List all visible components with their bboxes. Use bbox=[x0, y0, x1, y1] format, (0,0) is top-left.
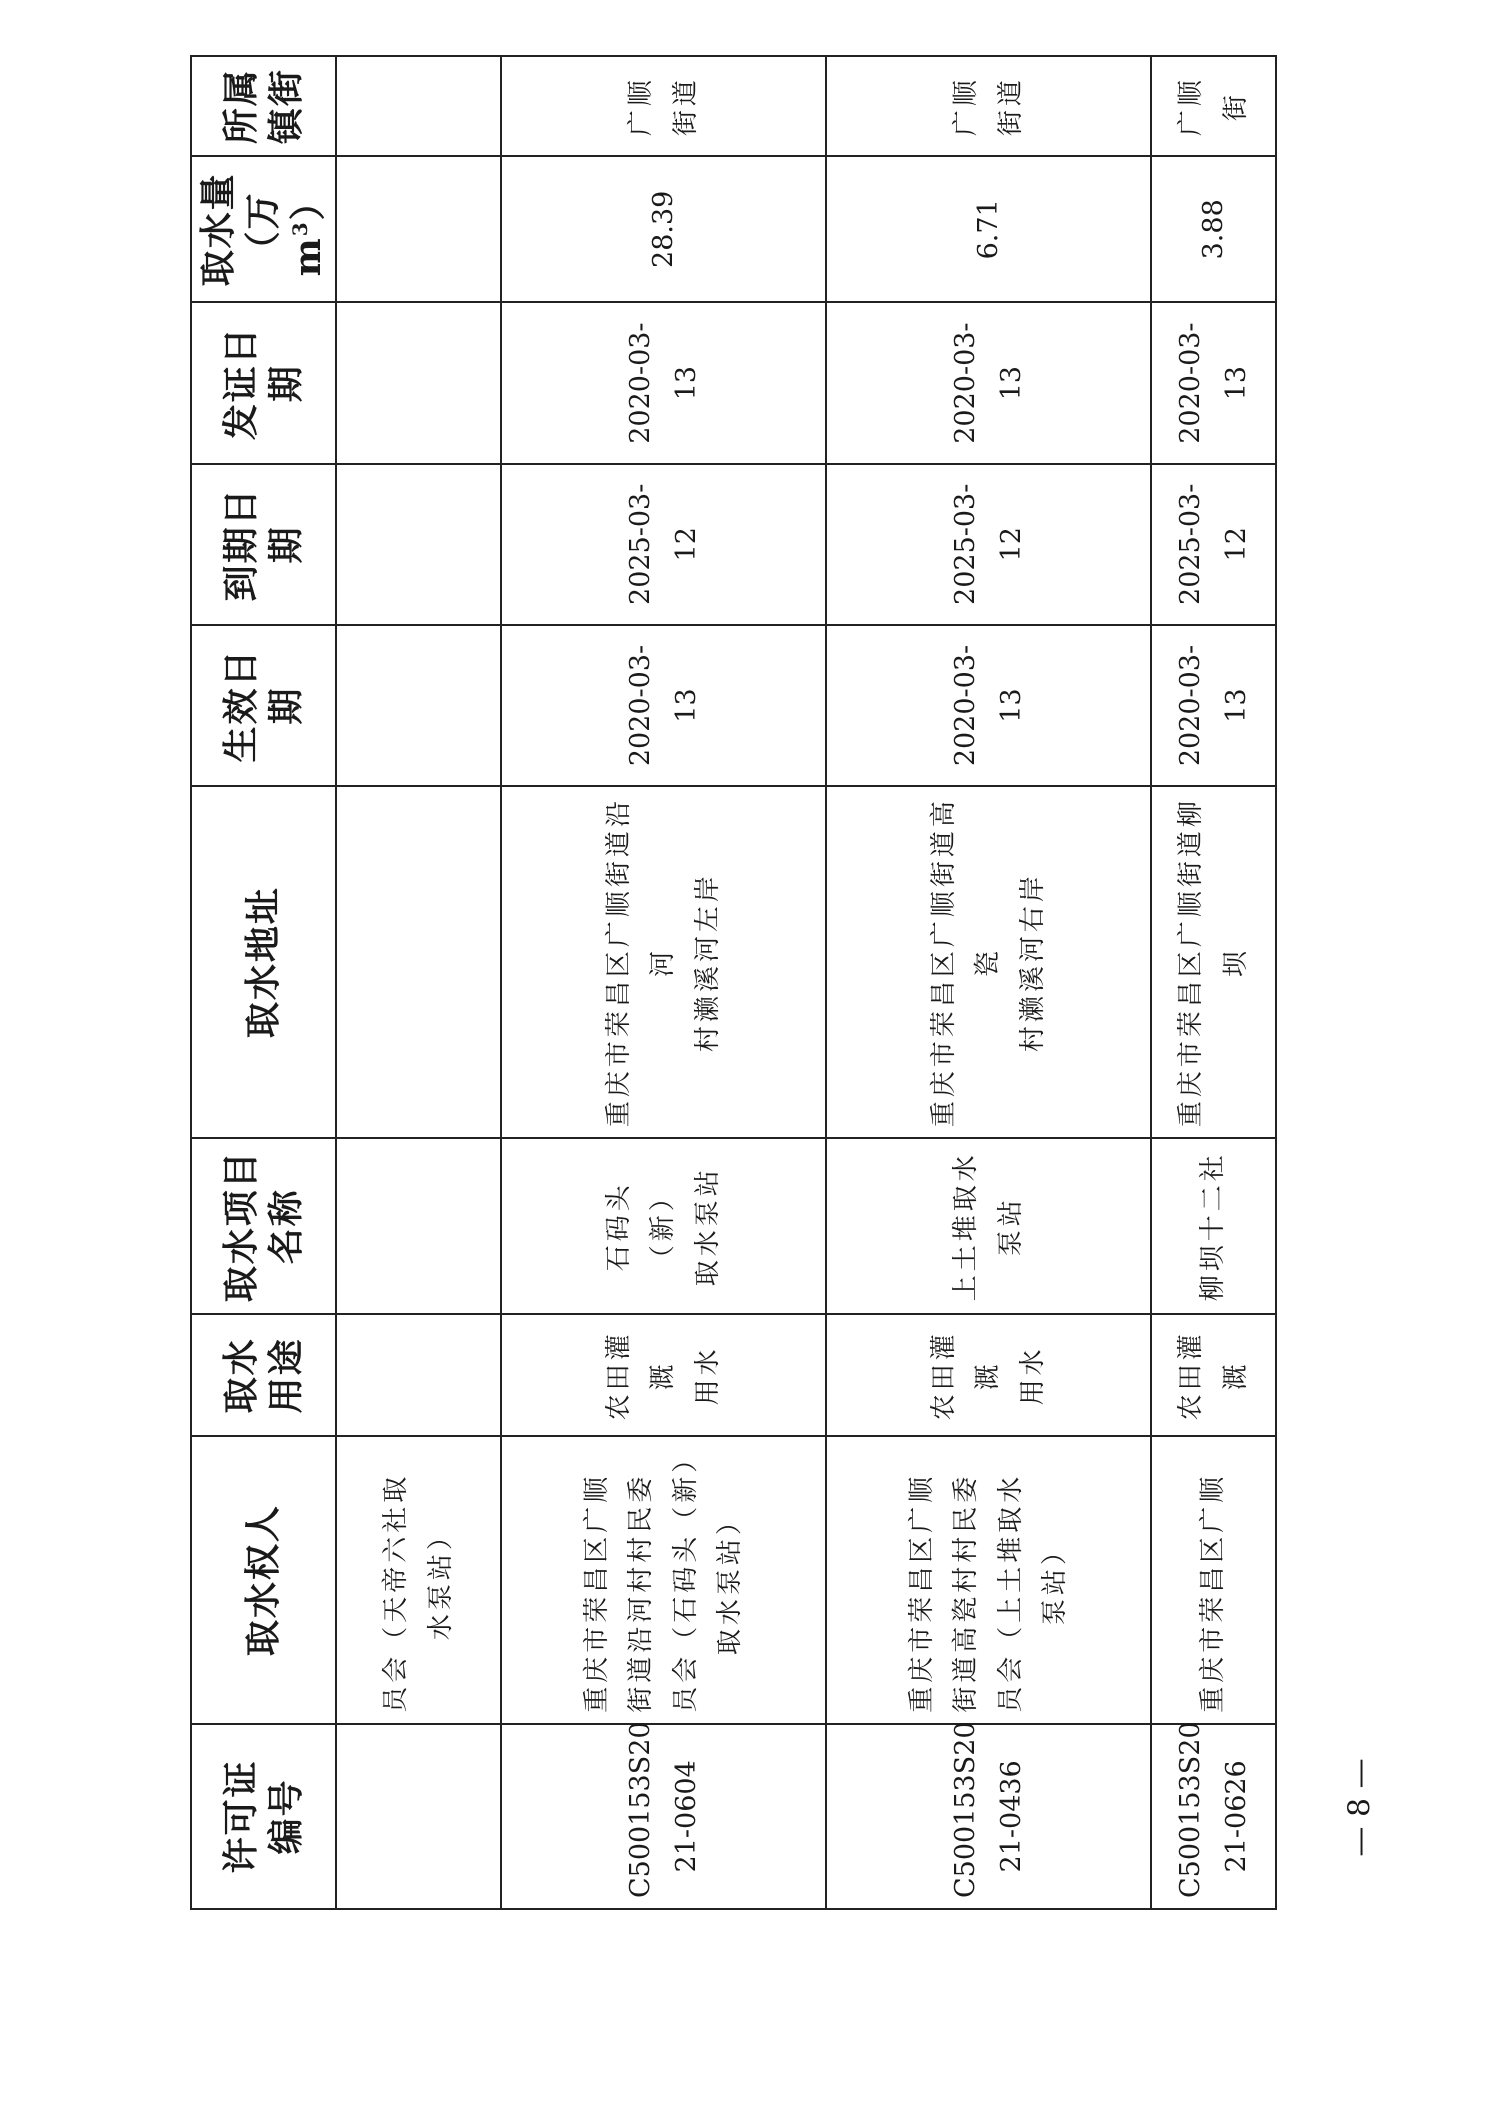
cell-issue bbox=[336, 303, 501, 464]
header-volume-unit bbox=[241, 167, 331, 291]
cell-line: 上土堆取水 bbox=[951, 1151, 982, 1302]
cell-line: 21-0626 bbox=[1220, 1760, 1252, 1873]
cell-line: 员会（上土堆取水 bbox=[995, 1472, 1026, 1713]
cell-line: 用水 bbox=[1017, 1345, 1048, 1406]
cell-volume bbox=[336, 156, 501, 302]
cell-town bbox=[826, 56, 1151, 156]
header-row bbox=[191, 56, 336, 1909]
cell-town bbox=[501, 56, 826, 156]
cell-line: C500153S20 bbox=[949, 1721, 981, 1898]
cell-volume: 28.39 bbox=[501, 156, 826, 302]
cell-line: 水泵站） bbox=[425, 1520, 456, 1641]
header-expiry: 到期日期 bbox=[191, 464, 336, 625]
cell-line: 农田灌溉 bbox=[604, 1330, 679, 1421]
cell-line: 街道 bbox=[995, 76, 1026, 137]
cell-holder bbox=[501, 1437, 826, 1724]
header-permit-no bbox=[191, 1724, 336, 1909]
cell-project bbox=[501, 1138, 826, 1314]
cell-expiry: 2025-03-12 bbox=[826, 464, 1151, 625]
cell-line: 街道沿河村村民委 bbox=[626, 1472, 657, 1713]
cell-expiry: 2025-03-12 bbox=[501, 464, 826, 625]
cell-use bbox=[1151, 1314, 1276, 1436]
cell-permit-no bbox=[1151, 1721, 1276, 1909]
cell-address bbox=[826, 786, 1151, 1138]
cell-line: 村濑溪河左岸 bbox=[692, 872, 723, 1053]
header-volume bbox=[191, 156, 336, 302]
cell-address bbox=[1151, 786, 1276, 1138]
cell-line: 街道 bbox=[670, 76, 701, 137]
cell-line: 广顺街 bbox=[1176, 76, 1251, 137]
header-superscript: 3 bbox=[288, 220, 312, 237]
table-row bbox=[1151, 56, 1276, 1909]
cell-line: 村濑溪河右岸 bbox=[1017, 872, 1048, 1053]
cell-volume: 3.88 bbox=[1151, 156, 1276, 302]
header-town bbox=[191, 56, 336, 156]
table-row bbox=[336, 56, 501, 1909]
cell-line: 重庆市荣昌区广顺 bbox=[907, 1472, 938, 1713]
header-holder: 取水权人 bbox=[191, 1437, 336, 1724]
cell-issue: 2020-03-13 bbox=[501, 303, 826, 464]
cell-use bbox=[336, 1314, 501, 1436]
water-permit-table bbox=[190, 55, 1277, 1910]
cell-line: 取水泵站 bbox=[692, 1166, 723, 1287]
rotated-table-container bbox=[190, 55, 1252, 1910]
cell-line: 广顺 bbox=[951, 76, 982, 137]
table-row bbox=[501, 56, 826, 1909]
header-text: 所属 bbox=[219, 68, 262, 145]
cell-line: 重庆市荣昌区广顺街道高瓷 bbox=[929, 797, 1004, 1128]
cell-line: 广顺 bbox=[626, 76, 657, 137]
header-text: 取水 bbox=[219, 1337, 262, 1414]
cell-effective: 2020-03-13 bbox=[826, 625, 1151, 786]
table-row bbox=[826, 56, 1151, 1909]
cell-issue: 2020-03-13 bbox=[826, 303, 1151, 464]
cell-effective bbox=[336, 625, 501, 786]
cell-line: 重庆市荣昌区广顺 bbox=[1198, 1472, 1229, 1713]
cell-expiry bbox=[336, 464, 501, 625]
cell-line: C500153S20 bbox=[624, 1721, 656, 1898]
header-text: ） bbox=[287, 182, 329, 221]
header-issue: 发证日期 bbox=[191, 303, 336, 464]
cell-line: 重庆市荣昌区广顺街道沿河 bbox=[604, 797, 679, 1128]
cell-line: 泵站 bbox=[995, 1196, 1026, 1257]
cell-use bbox=[501, 1314, 826, 1436]
cell-line: 街道高瓷村村民委 bbox=[951, 1472, 982, 1713]
cell-line: 21-0604 bbox=[670, 1760, 702, 1873]
header-text: 许可证 bbox=[219, 1759, 262, 1874]
header-text: 名称 bbox=[264, 1188, 307, 1265]
cell-town bbox=[1151, 56, 1276, 156]
cell-issue: 2020-03-13 bbox=[1151, 303, 1276, 464]
cell-permit-no bbox=[501, 1721, 826, 1909]
cell-line: 柳坝十二社 bbox=[1198, 1151, 1229, 1302]
cell-permit-no bbox=[336, 1724, 501, 1909]
cell-holder bbox=[1151, 1437, 1276, 1724]
cell-use bbox=[826, 1314, 1151, 1436]
header-text: 取水量 bbox=[197, 172, 239, 287]
cell-project bbox=[336, 1138, 501, 1314]
cell-line: C500153S20 bbox=[1174, 1721, 1206, 1898]
cell-holder bbox=[336, 1437, 501, 1724]
cell-address bbox=[336, 786, 501, 1138]
cell-effective: 2020-03-13 bbox=[1151, 625, 1276, 786]
header-address: 取水地址 bbox=[191, 786, 336, 1138]
cell-effective: 2020-03-13 bbox=[501, 625, 826, 786]
cell-address bbox=[501, 786, 826, 1138]
cell-line: 农田灌溉 bbox=[929, 1330, 1004, 1421]
cell-line: 用水 bbox=[692, 1345, 723, 1406]
cell-line: 石码头（新） bbox=[604, 1181, 679, 1272]
cell-line: 21-0436 bbox=[995, 1760, 1027, 1873]
cell-holder bbox=[826, 1437, 1151, 1724]
cell-line: 农田灌溉 bbox=[1176, 1330, 1251, 1421]
header-use bbox=[191, 1314, 336, 1436]
header-project bbox=[191, 1138, 336, 1314]
header-text: 取水项目 bbox=[219, 1150, 262, 1303]
cell-line: 重庆市荣昌区广顺街道柳坝 bbox=[1176, 797, 1251, 1128]
header-text: （万 m bbox=[242, 191, 329, 277]
cell-town bbox=[336, 56, 501, 156]
header-text: 镇街 bbox=[264, 68, 307, 145]
header-effective: 生效日期 bbox=[191, 625, 336, 786]
header-text: 用途 bbox=[264, 1337, 307, 1414]
cell-line: 重庆市荣昌区广顺 bbox=[582, 1472, 613, 1713]
cell-line: 员会（天帝六社取 bbox=[381, 1472, 412, 1713]
page-number: — 8 — bbox=[1342, 1758, 1378, 1857]
header-text: 编号 bbox=[264, 1778, 307, 1855]
cell-project bbox=[1151, 1138, 1276, 1314]
cell-line: 泵站） bbox=[1039, 1535, 1070, 1626]
cell-project bbox=[826, 1138, 1151, 1314]
cell-line: 员会（石码头（新） bbox=[670, 1442, 701, 1713]
cell-line: 取水泵站） bbox=[714, 1505, 745, 1656]
cell-volume: 6.71 bbox=[826, 156, 1151, 302]
cell-expiry: 2025-03-12 bbox=[1151, 464, 1276, 625]
cell-permit-no bbox=[826, 1721, 1151, 1909]
